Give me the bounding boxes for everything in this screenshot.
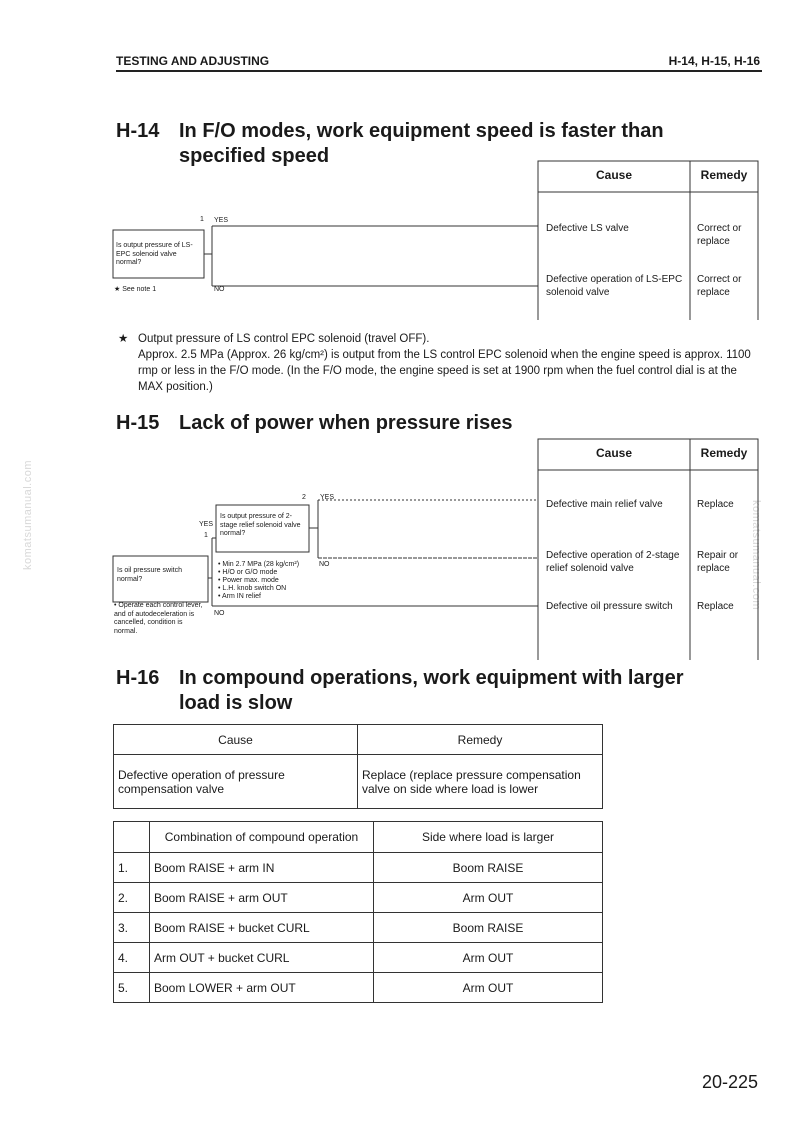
h16-t2-num-header bbox=[114, 822, 150, 853]
h16-t1-remedy: Replace (replace pressure compensation valve on side where load is lower bbox=[358, 755, 603, 809]
h14-step-number: 1 bbox=[200, 216, 204, 223]
h15-q2-note-4: • L.H. knob switch ON bbox=[218, 585, 287, 592]
header-section-label: TESTING AND ADJUSTING bbox=[116, 54, 270, 68]
h14-code: H-14 bbox=[116, 120, 160, 142]
h15-step2-number: 2 bbox=[302, 494, 306, 501]
h16-t2-row2-side: Arm OUT bbox=[374, 883, 603, 913]
h16-t2-side-header: Side where load is larger bbox=[374, 822, 603, 853]
h14-yes-label: YES bbox=[214, 217, 229, 224]
h15-q2-note-5: • Arm IN relief bbox=[218, 593, 261, 600]
h14-note-line1: Output pressure of LS control EPC solenoid (travel OFF). bbox=[138, 333, 430, 345]
table-row bbox=[114, 883, 603, 913]
h15-cause-header: Cause bbox=[595, 446, 633, 460]
h15-remedy-header: Remedy bbox=[700, 446, 748, 460]
h16-t2-row4-num: 4. bbox=[114, 943, 150, 973]
h15-q2-note-2: • H/O or G/O mode bbox=[218, 569, 278, 576]
h16-t2-row2-combination: Boom RAISE + arm OUT bbox=[150, 883, 374, 913]
h15-q2-note-1: • Min 2.7 MPa (28 kg/cm²) bbox=[218, 561, 300, 568]
h16-t2-row1-combination: Boom RAISE + arm IN bbox=[150, 853, 374, 883]
h15-no2-label: NO bbox=[319, 561, 330, 568]
h16-t2-row1-side: Boom RAISE bbox=[374, 853, 603, 883]
h15-remedy-1: Replace bbox=[697, 499, 734, 510]
h16-t1-cause: Defective operation of pressure compensation valve bbox=[114, 755, 358, 809]
h15-q1: Is oil pressure switch normal? bbox=[117, 567, 182, 583]
h16-t2-row3-combination: Boom RAISE + bucket CURL bbox=[150, 913, 374, 943]
h16-title-line2: load is slow bbox=[179, 692, 293, 714]
h14-cause-2: Defective operation of LS-EPC solenoid valve bbox=[546, 274, 683, 298]
h16-t2-row3-side: Boom RAISE bbox=[374, 913, 603, 943]
header-section-codes: H-14, H-15, H-16 bbox=[668, 54, 760, 68]
h15-code: H-15 bbox=[116, 412, 160, 434]
table-row bbox=[114, 853, 603, 883]
table-row bbox=[114, 822, 603, 853]
h14-question: Is output pressure of LS-EPC solenoid valve normal? bbox=[116, 242, 193, 266]
h16-t2-row1-num: 1. bbox=[114, 853, 150, 883]
h16-t2-row5-side: Arm OUT bbox=[374, 973, 603, 1003]
h14-remedy-2: Correct or replace bbox=[697, 274, 742, 298]
h16-t1-cause-header: Cause bbox=[114, 725, 358, 755]
h15-yes2-label: YES bbox=[320, 494, 335, 501]
h15-title-text: Lack of power when pressure rises bbox=[179, 412, 513, 434]
table-row bbox=[114, 973, 603, 1003]
h16-cause-remedy-table bbox=[113, 724, 603, 809]
h16-t2-row4-combination: Arm OUT + bucket CURL bbox=[150, 943, 374, 973]
h15-q2: Is output pressure of 2-stage relief solenoid valve normal? bbox=[220, 513, 301, 537]
h14-remedy-1: Correct or replace bbox=[697, 223, 742, 247]
h14-see-note: ★ See note 1 bbox=[114, 286, 157, 293]
h16-t1-remedy-header: Remedy bbox=[358, 725, 603, 755]
h14-no-label: NO bbox=[214, 286, 225, 293]
h15-remedy-3: Replace bbox=[697, 601, 734, 612]
h15-remedy-2: Repair or replace bbox=[697, 550, 739, 574]
table-row bbox=[114, 755, 603, 809]
h15-q1-notes: • Operate each control lever, and of autodeceleration is cancelled, condition is normal. bbox=[114, 602, 203, 635]
h15-q2-note-3: • Power max. mode bbox=[218, 577, 279, 584]
h16-t2-row4-side: Arm OUT bbox=[374, 943, 603, 973]
h15-cause-1: Defective main relief valve bbox=[546, 499, 663, 510]
watermark-left: komatsumanual.com bbox=[22, 460, 34, 570]
h14-cause-header: Cause bbox=[595, 168, 633, 182]
h14-title-line1: In F/O modes, work equipment speed is faster than bbox=[179, 120, 664, 142]
watermark-right: komatsumanual.com bbox=[750, 500, 762, 610]
h15-step1-number: 1 bbox=[204, 532, 208, 539]
h15-cause-3: Defective oil pressure switch bbox=[546, 601, 673, 612]
h16-t2-row2-num: 2. bbox=[114, 883, 150, 913]
h16-code: H-16 bbox=[116, 667, 160, 689]
h14-note-star: ★ bbox=[118, 333, 129, 345]
h14-cause-1: Defective LS valve bbox=[546, 223, 629, 234]
h14-note-line2: Approx. 2.5 MPa (Approx. 26 kg/cm²) is output from the LS control EPC solenoid when the engine speed is approx. 1100 rmp or less in the F/O mode. (In the F/O mode, the engine speed is set at 1900 rpm when the fuel control dial is at the MAX position.) bbox=[138, 349, 751, 393]
table-row bbox=[114, 725, 603, 755]
h16-t2-row3-num: 3. bbox=[114, 913, 150, 943]
h16-t2-combination-header: Combination of compound operation bbox=[150, 822, 374, 853]
h15-cause-2: Defective operation of 2-stage relief solenoid valve bbox=[546, 550, 680, 574]
h16-title bbox=[116, 666, 756, 718]
h15-yes1-label: YES bbox=[199, 521, 214, 528]
table-row bbox=[114, 943, 603, 973]
table-row bbox=[114, 913, 603, 943]
h16-title-line1: In compound operations, work equipment with larger bbox=[179, 667, 684, 689]
h16-t2-row5-num: 5. bbox=[114, 973, 150, 1003]
h15-no1-label: NO bbox=[214, 610, 225, 617]
h16-t2-row5-combination: Boom LOWER + arm OUT bbox=[150, 973, 374, 1003]
h14-title-line2: specified speed bbox=[179, 145, 330, 167]
page-number: 20-225 bbox=[701, 1072, 758, 1092]
h14-remedy-header: Remedy bbox=[700, 168, 748, 182]
h16-combination-table bbox=[113, 821, 603, 1003]
